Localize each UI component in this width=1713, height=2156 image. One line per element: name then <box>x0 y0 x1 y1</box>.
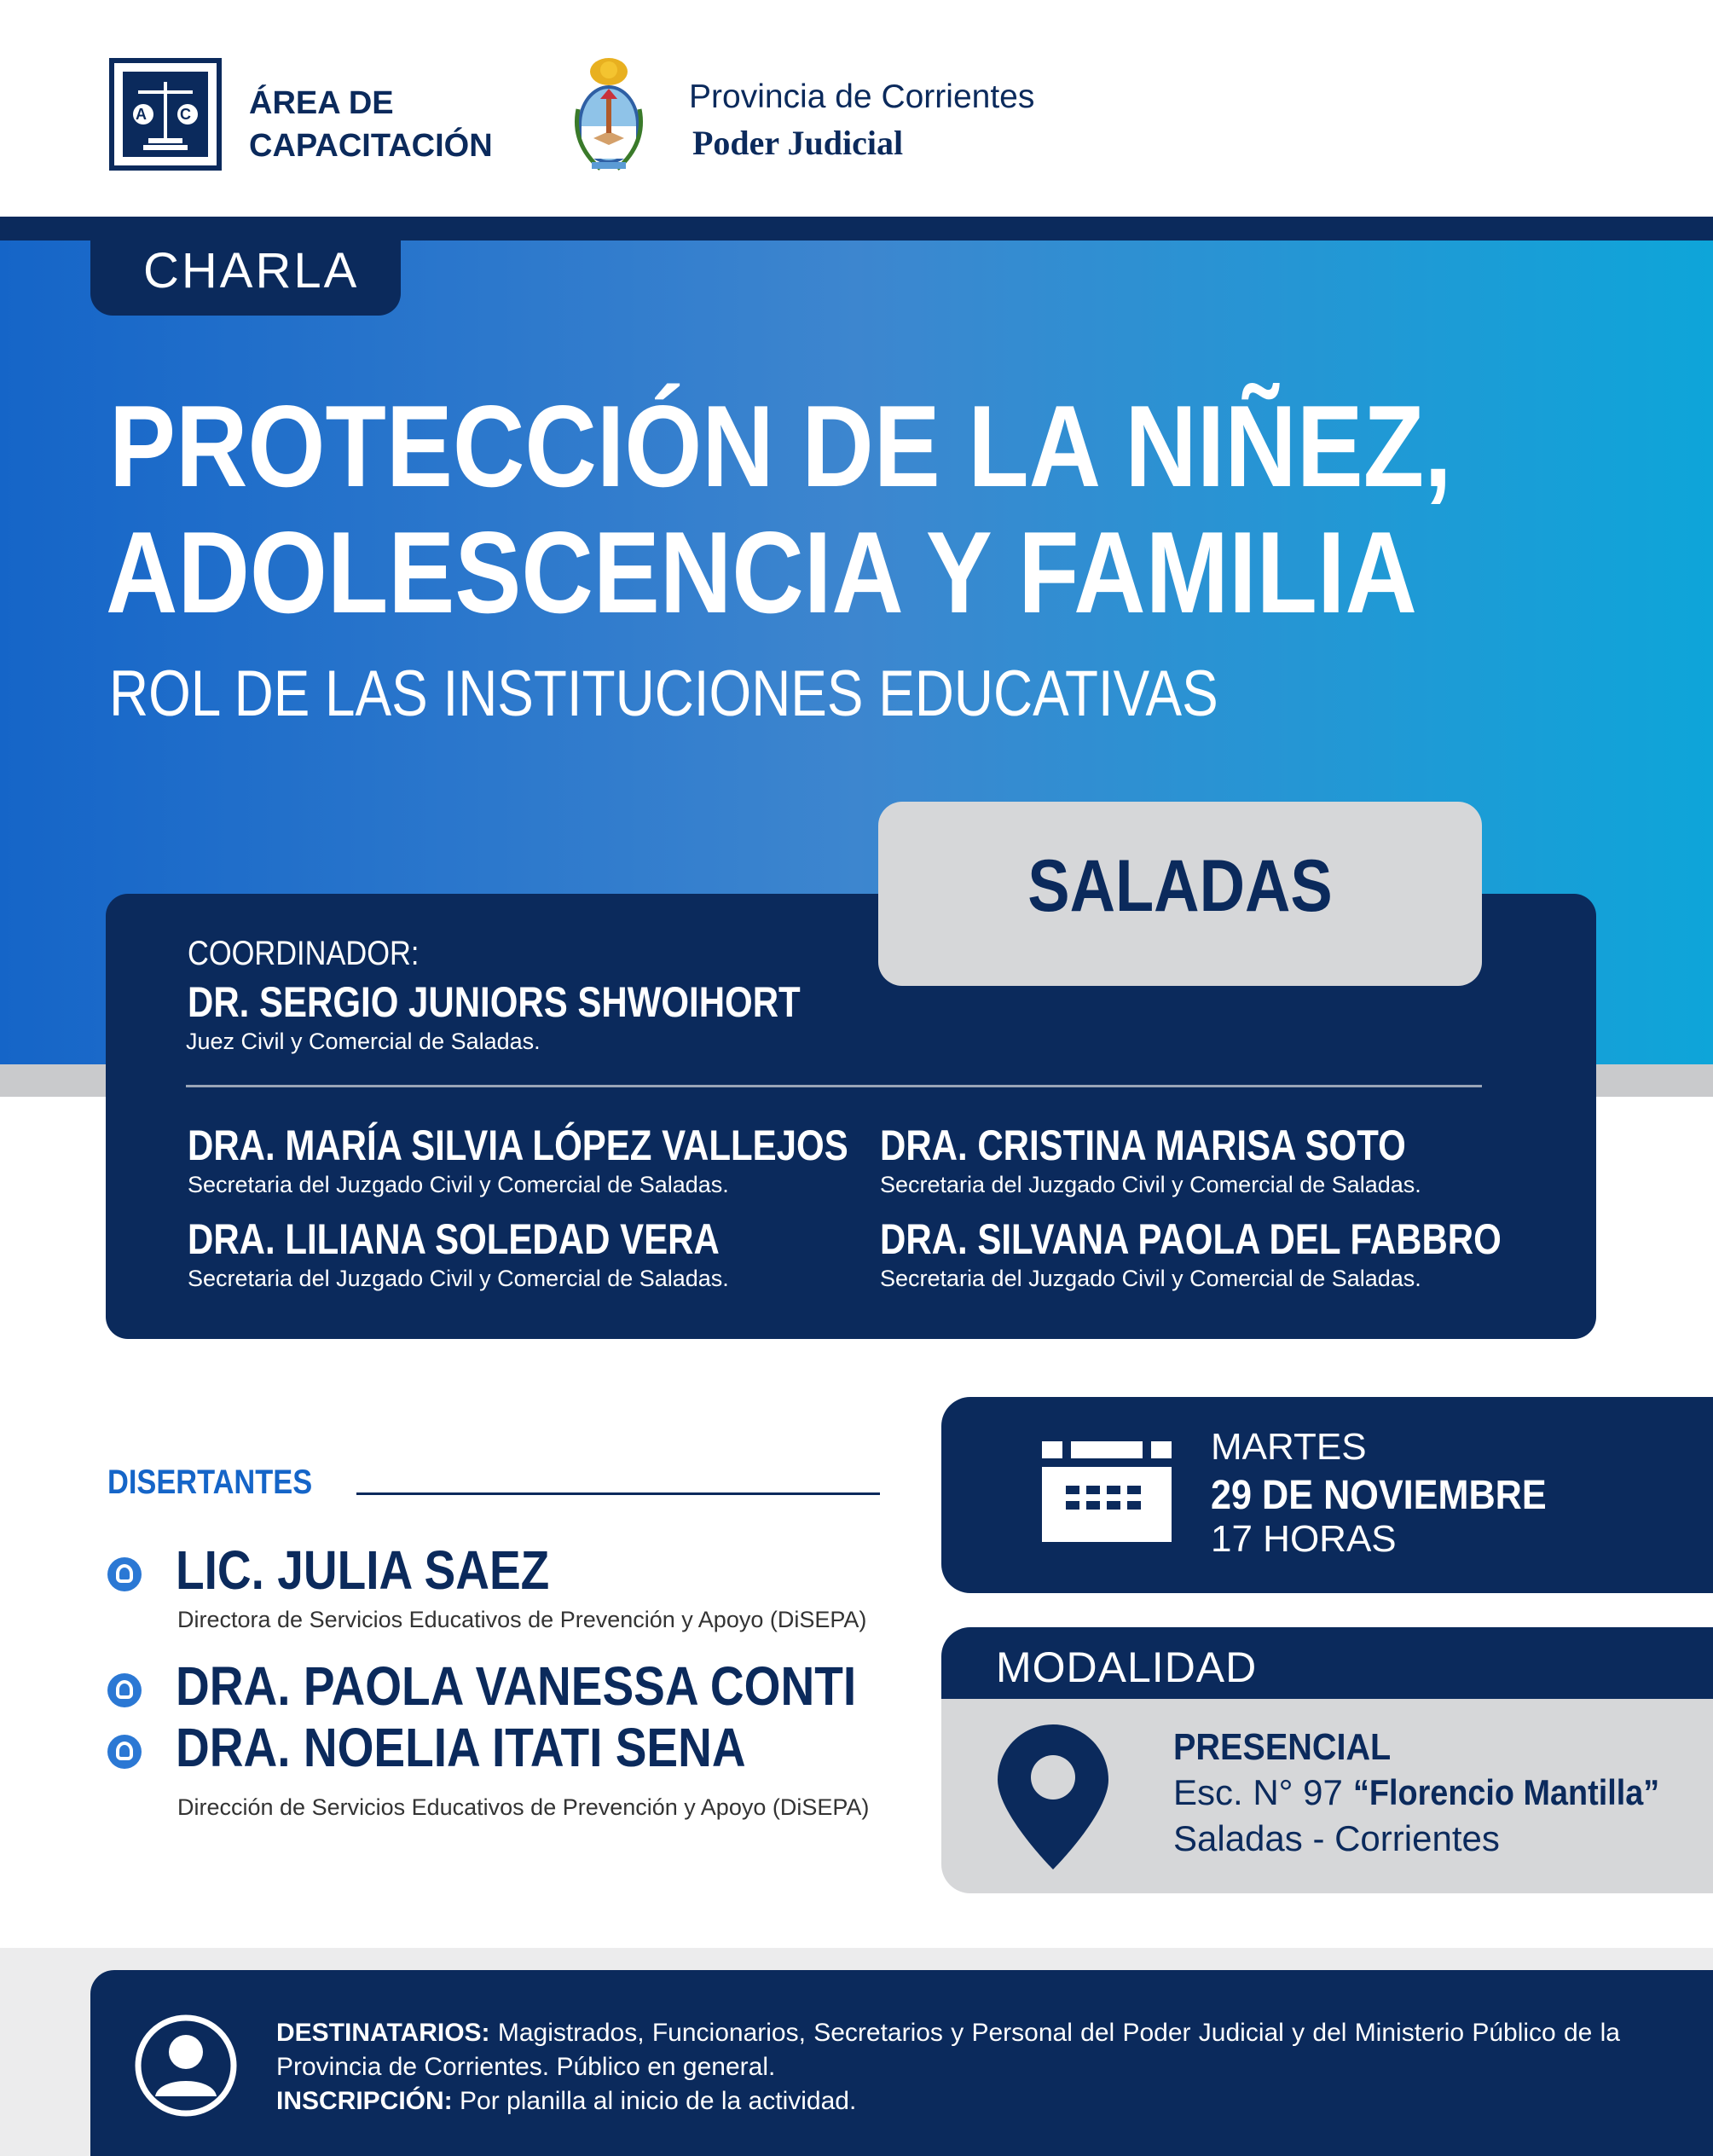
modality-header <box>941 1627 1713 1704</box>
area-capacitacion-label <box>249 82 493 167</box>
speaker-bullet-icon <box>107 1735 142 1769</box>
location-badge-label: SALADAS <box>1027 845 1333 927</box>
speaker-name: DRA. NOELIA ITATI SENA <box>176 1717 746 1778</box>
panel-member-name: DRA. SILVANA PAOLA DEL FABBRO <box>880 1215 1502 1263</box>
calendar-icon <box>1042 1441 1172 1542</box>
panel-member-name: DRA. CRISTINA MARISA SOTO <box>880 1121 1406 1169</box>
venue-prefix: Esc. N° 97 <box>1173 1772 1353 1812</box>
event-type-tab <box>90 223 401 316</box>
modality-type: PRESENCIAL <box>1173 1726 1392 1768</box>
speaker-role: Dirección de Servicios Educativos de Prevención y Apoyo (DiSEPA) <box>177 1794 870 1820</box>
logo-letter-c: C <box>180 106 191 123</box>
coordinator-label: COORDINADOR: <box>188 935 420 972</box>
event-date: 29 DE NOVIEMBRE <box>1211 1473 1547 1518</box>
location-badge <box>878 802 1482 986</box>
panel-member-role: Secretaria del Juzgado Civil y Comercial de Saladas. <box>188 1172 729 1197</box>
speakers-divider <box>356 1492 880 1495</box>
footer-text <box>276 2016 1620 2118</box>
recipients-label: DESTINATARIOS: <box>276 2019 490 2047</box>
event-title-line-1: PROTECCIÓN DE LA NIÑEZ, <box>109 381 1452 511</box>
coordinator-name: DR. SERGIO JUNIORS SHWOIHORT <box>188 978 801 1026</box>
area-line-2: CAPACITACIÓN <box>249 128 493 164</box>
speaker-name: LIC. JULIA SAEZ <box>176 1539 550 1601</box>
panel-member-name: DRA. MARÍA SILVIA LÓPEZ VALLEJOS <box>188 1121 848 1169</box>
area-line-1: ÁREA DE <box>249 85 394 121</box>
modality-city: Saladas - Corrientes <box>1173 1818 1500 1858</box>
location-pin-icon <box>998 1724 1108 1869</box>
modality-venue <box>1173 1772 1693 1813</box>
panel-member-name: DRA. LILIANA SOLEDAD VERA <box>188 1215 720 1263</box>
event-weekday: MARTES <box>1211 1426 1367 1468</box>
speaker-bullet-icon <box>107 1557 142 1591</box>
modality-label: MODALIDAD <box>996 1643 1258 1691</box>
panel-divider <box>186 1085 1482 1087</box>
venue-name: “Florencio Mantilla” <box>1352 1772 1659 1812</box>
registration-label: INSCRIPCIÓN: <box>276 2087 453 2115</box>
judicial-power-name: Poder Judicial <box>692 124 904 162</box>
speaker-name: DRA. PAOLA VANESSA CONTI <box>176 1655 857 1717</box>
registration-text: Por planilla al inicio de la actividad. <box>460 2087 857 2115</box>
recipients-text: Magistrados, Funcionarios, Secretarios y Personal del Poder Judicial y del Ministerio Público de la Provincia de Corrientes. Público en general. <box>276 2019 1620 2081</box>
area-capacitacion-logo <box>109 58 222 171</box>
logo-letter-a: A <box>136 106 147 123</box>
speakers-label: DISERTANTES <box>107 1463 313 1501</box>
coordinator-role: Juez Civil y Comercial de Saladas. <box>186 1029 541 1054</box>
event-type-label: CHARLA <box>143 243 360 298</box>
event-time: 17 HORAS <box>1211 1518 1397 1560</box>
event-subtitle: ROL DE LAS INSTITUCIONES EDUCATIVAS <box>109 658 1218 730</box>
panel-member-role: Secretaria del Juzgado Civil y Comercial de Saladas. <box>880 1172 1421 1197</box>
argentina-coat-of-arms-icon <box>566 49 651 177</box>
speaker-bullet-icon <box>107 1673 142 1707</box>
event-title-line-2: ADOLESCENCIA Y FAMILIA <box>106 507 1417 637</box>
panel-member-role: Secretaria del Juzgado Civil y Comercial de Saladas. <box>880 1266 1421 1291</box>
province-name: Provincia de Corrientes <box>689 78 1035 115</box>
speaker-role: Directora de Servicios Educativos de Prevención y Apoyo (DiSEPA) <box>177 1607 867 1632</box>
user-icon <box>135 2014 237 2117</box>
panel-member-role: Secretaria del Juzgado Civil y Comercial de Saladas. <box>188 1266 729 1291</box>
